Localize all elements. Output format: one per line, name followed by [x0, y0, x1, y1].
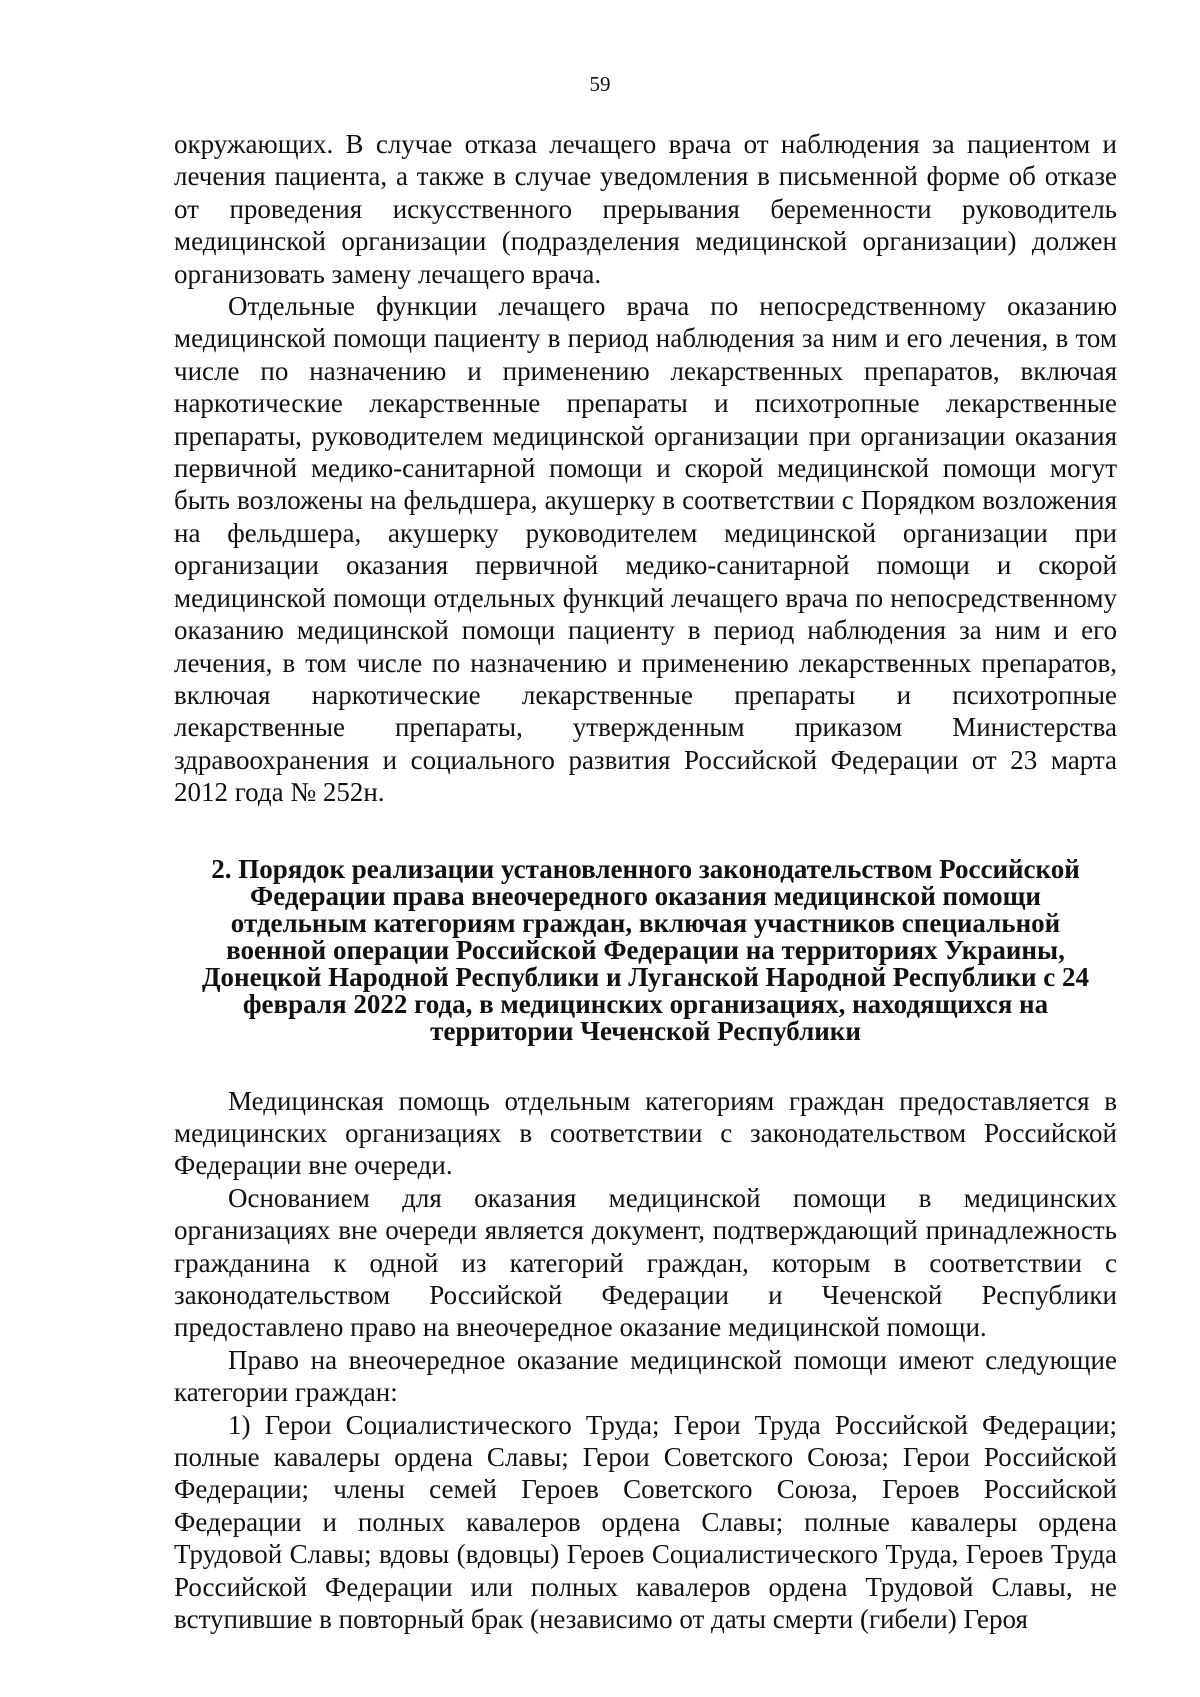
- section-heading: 2. Порядок реализации установленного законодательством Российской Федерации права внеочередного оказания медицинской помощи отдельным категориям граждан, включая участников специальной военной операции Российской Федерации на территориях Украины, Донецкой Народной Республики и Луганской Народной Республики с 24 февраля 2022 года, в медицинских организациях, находящихся на территории Чеченской Республики: [201, 853, 1090, 1046]
- paragraph-continuation: окружающих. В случае отказа лечащего врача от наблюдения за пациентом и лечения пациента, а также в случае уведомления в письменной форме об отказе от проведения искусственного прерывания беременности руководитель медицинской организации (подразделения медицинской организации) должен организовать замену лечащего врача.: [174, 129, 1117, 289]
- paragraph-priority-care: Медицинская помощь отдельным категориям граждан предоставляется в медицинских организациях в соответствии с законодательством Российской Федерации вне очереди.: [174, 1085, 1117, 1181]
- paragraph-basis-document: Основанием для оказания медицинской помощи в медицинских организациях вне очереди является документ, подтверждающий принадлежность гражданина к одной из категорий граждан, которым в соответствии с законодательством Российской Федерации и Чеченской Республики предоставлено право на внеочередное оказание медицинской помощи.: [174, 1182, 1117, 1343]
- document-body: [174, 128, 1117, 1635]
- page-number: 59: [589, 72, 611, 96]
- paragraph-eligible-categories: Право на внеочередное оказание медицинской помощи имеют следующие категории граждан:: [174, 1344, 1117, 1408]
- list-item-1: 1) Герои Социалистического Труда; Герои Труда Российской Федерации; полные кавалеры ордена Славы; Герои Советского Союза; Герои Российской Федерации; члены семей Героев Советского Союза, Героев Российской Федерации и полных кавалеров ордена Славы; полные кавалеры ордена Трудовой Славы; вдовы (вдовцы) Героев Социалистического Труда, Героев Труда Российской Федерации или полных кавалеров ордена Трудовой Славы, не вступившие в повторный брак (независимо от даты смерти (гибели) Героя: [174, 1409, 1117, 1635]
- paragraph-delegated-functions: Отдельные функции лечащего врача по непосредственному оказанию медицинской помощи пациенту в период наблюдения за ним и его лечения, в том числе по назначению и применению лекарственных препаратов, включая наркотические лекарственные препараты и психотропные лекарственные препараты, руководителем медицинской организации при организации оказания первичной медико-санитарной помощи и скорой медицинской помощи могут быть возложены на фельдшера, акушерку в соответствии с Порядком возложения на фельдшера, акушерку руководителем медицинской организации при организации оказания первичной медико-санитарной помощи и скорой медицинской помощи отдельных функций лечащего врача по непосредственному оказанию медицинской помощи пациенту в период наблюдения за ним и его лечения, в том числе по назначению и применению лекарственных препаратов, включая наркотические лекарственные препараты и психотропные лекарственные препараты, утвержденным приказом Министерства здравоохранения и социального развития Российской Федерации от 23 марта 2012 года № 252н.: [174, 291, 1117, 808]
